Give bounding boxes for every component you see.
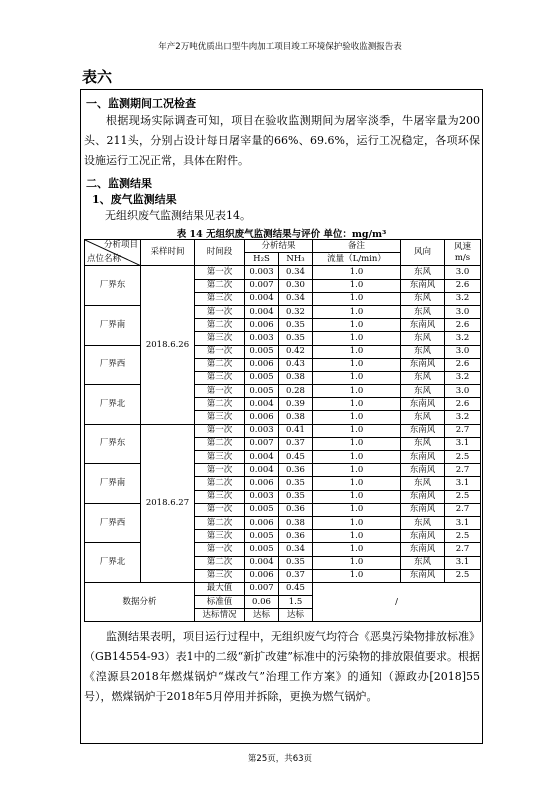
analysis-stat-label: 达标情况 [195, 609, 245, 622]
wind-direction-cell: 东风 [401, 556, 445, 569]
wind-speed-cell: 2.7 [445, 424, 481, 437]
h2s-cell: 0.006 [245, 319, 279, 332]
flow-cell: 1.0 [313, 319, 401, 332]
wind-direction-cell: 东风 [401, 385, 445, 398]
h2s-cell: 0.005 [245, 345, 279, 358]
wind-direction-cell: 东风 [401, 437, 445, 450]
flow-cell: 1.0 [313, 332, 401, 345]
table-caption: 表 14 无组织废气监测结果与评价 单位：mg/m³ [176, 229, 387, 240]
h2s-cell: 0.006 [245, 477, 279, 490]
heading-exhaust-results: 1、废气监测结果 [92, 193, 177, 206]
analysis-row [85, 582, 481, 595]
wind-direction-cell: 东南风 [401, 490, 445, 503]
h2s-cell: 0.004 [245, 556, 279, 569]
wind-speed-cell: 3.2 [445, 332, 481, 345]
point-name-cell: 厂界南 [85, 305, 141, 345]
wind-speed-cell: 2.5 [445, 490, 481, 503]
period-cell: 第一次 [195, 543, 245, 556]
header-remark: 备注 [313, 240, 401, 253]
header-point-name: 点位名称 [87, 254, 122, 265]
flow-cell: 1.0 [313, 556, 401, 569]
wind-direction-cell: 东南风 [401, 543, 445, 556]
period-cell: 第一次 [195, 305, 245, 318]
flow-cell: 1.0 [313, 477, 401, 490]
nh3-cell: 0.38 [279, 516, 313, 529]
analysis-nh3: 达标 [279, 609, 313, 622]
flow-cell: 1.0 [313, 490, 401, 503]
flow-cell: 1.0 [313, 437, 401, 450]
header-wind-speed [445, 240, 481, 266]
h2s-cell: 0.006 [245, 569, 279, 582]
nh3-cell: 0.28 [279, 385, 313, 398]
flow-cell: 1.0 [313, 451, 401, 464]
flow-cell: 1.0 [313, 424, 401, 437]
h2s-cell: 0.004 [245, 292, 279, 305]
analysis-nh3: 0.45 [279, 582, 313, 595]
nh3-cell: 0.41 [279, 424, 313, 437]
flow-cell: 1.0 [313, 411, 401, 424]
page-footer: 第25页，共63页 [247, 754, 313, 764]
header-period: 时间段 [195, 240, 245, 266]
wind-speed-cell: 3.1 [445, 556, 481, 569]
period-cell: 第二次 [195, 477, 245, 490]
nh3-cell: 0.37 [279, 437, 313, 450]
nh3-cell: 0.45 [279, 451, 313, 464]
flow-cell: 1.0 [313, 503, 401, 516]
heading-condition-check: 一、监测期间工况检查 [86, 97, 196, 110]
table-row [85, 424, 481, 437]
wind-direction-cell: 东风 [401, 516, 445, 529]
nh3-cell: 0.36 [279, 464, 313, 477]
flow-cell: 1.0 [313, 385, 401, 398]
h2s-cell: 0.007 [245, 279, 279, 292]
nh3-cell: 0.37 [279, 569, 313, 582]
wind-speed-cell: 2.7 [445, 464, 481, 477]
h2s-cell: 0.004 [245, 305, 279, 318]
period-cell: 第三次 [195, 490, 245, 503]
header-h2s: H₂S [245, 253, 279, 266]
wind-direction-cell: 东南风 [401, 319, 445, 332]
header-analysis-results: 分析结果 [245, 240, 313, 253]
h2s-cell: 0.006 [245, 411, 279, 424]
period-cell: 第二次 [195, 556, 245, 569]
point-name-cell: 厂界东 [85, 266, 141, 306]
header-analysis-item: 分析项目 [103, 240, 138, 250]
point-name-cell: 厂界北 [85, 543, 141, 583]
analysis-h2s: 达标 [245, 609, 279, 622]
period-cell: 第一次 [195, 424, 245, 437]
period-cell: 第一次 [195, 266, 245, 279]
sampling-date-cell: 2018.6.26 [141, 266, 195, 424]
nh3-cell: 0.38 [279, 371, 313, 384]
header-sampling-time: 采样时间 [141, 240, 195, 266]
h2s-cell: 0.005 [245, 530, 279, 543]
condition-paragraph: 根据现场实际调查可知，项目在验收监测期间为屠宰淡季，牛屠宰量为200头、211头，分别占设计每日屠宰量的66%、69.6%，运行工况稳定，各项环保设施运行工况正常，具体在附件。 [84, 114, 480, 167]
period-cell: 第三次 [195, 371, 245, 384]
nh3-cell: 0.35 [279, 319, 313, 332]
period-cell: 第三次 [195, 411, 245, 424]
period-cell: 第三次 [195, 332, 245, 345]
wind-direction-cell: 东南风 [401, 451, 445, 464]
header-flow: 流量（L/min） [313, 253, 401, 266]
nh3-cell: 0.35 [279, 556, 313, 569]
point-name-cell: 厂界西 [85, 503, 141, 543]
nh3-cell: 0.30 [279, 279, 313, 292]
nh3-cell: 0.34 [279, 543, 313, 556]
wind-direction-cell: 东南风 [401, 279, 445, 292]
nh3-cell: 0.43 [279, 358, 313, 371]
flow-cell: 1.0 [313, 530, 401, 543]
flow-cell: 1.0 [313, 345, 401, 358]
exhaust-results-table [84, 239, 481, 622]
h2s-cell: 0.003 [245, 490, 279, 503]
nh3-cell: 0.34 [279, 266, 313, 279]
h2s-cell: 0.003 [245, 332, 279, 345]
wind-speed-cell: 3.2 [445, 292, 481, 305]
h2s-cell: 0.007 [245, 437, 279, 450]
analysis-stat-label: 最大值 [195, 582, 245, 595]
sampling-date-cell: 2018.6.27 [141, 424, 195, 582]
wind-direction-cell: 东风 [401, 305, 445, 318]
wind-speed-cell: 3.1 [445, 516, 481, 529]
period-cell: 第二次 [195, 319, 245, 332]
flow-cell: 1.0 [313, 569, 401, 582]
point-name-cell: 厂界东 [85, 424, 141, 464]
nh3-cell: 0.34 [279, 292, 313, 305]
h2s-cell: 0.003 [245, 266, 279, 279]
wind-speed-cell: 2.7 [445, 543, 481, 556]
wind-speed-cell: 3.0 [445, 385, 481, 398]
wind-speed-cell: 2.7 [445, 503, 481, 516]
nh3-cell: 0.35 [279, 477, 313, 490]
wind-speed-cell: 3.2 [445, 371, 481, 384]
flow-cell: 1.0 [313, 358, 401, 371]
flow-cell: 1.0 [313, 279, 401, 292]
flow-cell: 1.0 [313, 516, 401, 529]
analysis-slash-cell: / [313, 582, 481, 622]
wind-direction-cell: 东风 [401, 345, 445, 358]
period-cell: 第一次 [195, 503, 245, 516]
wind-direction-cell: 东风 [401, 477, 445, 490]
wind-direction-cell: 东南风 [401, 358, 445, 371]
flow-cell: 1.0 [313, 398, 401, 411]
wind-speed-cell: 3.1 [445, 437, 481, 450]
wind-speed-cell: 2.6 [445, 398, 481, 411]
header-wind-speed-label: 风速 [454, 241, 472, 252]
wind-speed-cell: 3.0 [445, 305, 481, 318]
wind-speed-cell: 3.2 [445, 411, 481, 424]
wind-direction-cell: 东南风 [401, 569, 445, 582]
period-cell: 第二次 [195, 516, 245, 529]
h2s-cell: 0.005 [245, 503, 279, 516]
period-cell: 第一次 [195, 345, 245, 358]
point-name-cell: 厂界西 [85, 345, 141, 385]
wind-speed-cell: 2.6 [445, 358, 481, 371]
nh3-cell: 0.35 [279, 332, 313, 345]
wind-direction-cell: 东南风 [401, 503, 445, 516]
flow-cell: 1.0 [313, 371, 401, 384]
analysis-h2s: 0.007 [245, 582, 279, 595]
h2s-cell: 0.005 [245, 543, 279, 556]
table-body [85, 266, 481, 622]
h2s-cell: 0.004 [245, 398, 279, 411]
analysis-stat-label: 标准值 [195, 596, 245, 609]
wind-direction-cell: 东风 [401, 371, 445, 384]
wind-direction-cell: 东南风 [401, 464, 445, 477]
analysis-h2s: 0.06 [245, 596, 279, 609]
nh3-cell: 0.39 [279, 398, 313, 411]
period-cell: 第三次 [195, 530, 245, 543]
period-cell: 第三次 [195, 292, 245, 305]
wind-direction-cell: 东南风 [401, 398, 445, 411]
wind-speed-cell: 2.5 [445, 451, 481, 464]
wind-speed-cell: 2.5 [445, 530, 481, 543]
flow-cell: 1.0 [313, 464, 401, 477]
point-name-cell: 厂界南 [85, 464, 141, 504]
heading-monitoring-results: 二、监测结果 [86, 177, 152, 190]
nh3-cell: 0.35 [279, 490, 313, 503]
table-row [85, 266, 481, 279]
header-diagonal-cell [85, 240, 141, 266]
point-name-cell: 厂界北 [85, 385, 141, 425]
h2s-cell: 0.003 [245, 424, 279, 437]
period-cell: 第二次 [195, 437, 245, 450]
table-intro: 无组织废气监测结果见表14。 [105, 209, 251, 222]
wind-speed-cell: 2.6 [445, 319, 481, 332]
flow-cell: 1.0 [313, 266, 401, 279]
nh3-cell: 0.36 [279, 503, 313, 516]
flow-cell: 1.0 [313, 543, 401, 556]
wind-speed-cell: 3.0 [445, 266, 481, 279]
period-cell: 第二次 [195, 279, 245, 292]
period-cell: 第二次 [195, 358, 245, 371]
flow-cell: 1.0 [313, 292, 401, 305]
wind-direction-cell: 东风 [401, 332, 445, 345]
h2s-cell: 0.006 [245, 516, 279, 529]
h2s-cell: 0.005 [245, 371, 279, 384]
nh3-cell: 0.32 [279, 305, 313, 318]
wind-direction-cell: 东风 [401, 411, 445, 424]
analysis-label-cell: 数据分析 [85, 582, 195, 622]
page-header: 年产2万吨优质出口型牛肉加工项目竣工环境保护验收监测报告表 [158, 42, 402, 52]
wind-direction-cell: 东南风 [401, 530, 445, 543]
section-title: 表六 [82, 68, 113, 86]
h2s-cell: 0.006 [245, 358, 279, 371]
period-cell: 第三次 [195, 569, 245, 582]
wind-speed-cell: 3.1 [445, 477, 481, 490]
header-wind-direction: 风向 [401, 240, 445, 266]
h2s-cell: 0.004 [245, 464, 279, 477]
flow-cell: 1.0 [313, 305, 401, 318]
period-cell: 第一次 [195, 464, 245, 477]
conclusion-paragraph: 监测结果表明，项目运行过程中，无组织废气均符合《恶臭污染物排放标准》（GB14554-93）表1中的二级“新扩改建”标准中的污染物的排放限值要求。根据《湟源县2018年燃煤锅炉“煤改气”治理工作方案》的通知（源政办[2018]55号），燃煤锅炉于2018年5月停用并拆除，更换为燃气锅炉。 [84, 630, 480, 703]
h2s-cell: 0.004 [245, 451, 279, 464]
wind-speed-cell: 2.5 [445, 569, 481, 582]
nh3-cell: 0.38 [279, 411, 313, 424]
nh3-cell: 0.36 [279, 530, 313, 543]
wind-speed-cell: 3.0 [445, 345, 481, 358]
wind-direction-cell: 东南风 [401, 424, 445, 437]
header-wind-speed-unit: m/s [454, 252, 471, 263]
period-cell: 第二次 [195, 398, 245, 411]
nh3-cell: 0.42 [279, 345, 313, 358]
wind-direction-cell: 东风 [401, 292, 445, 305]
period-cell: 第一次 [195, 385, 245, 398]
analysis-nh3: 1.5 [279, 596, 313, 609]
h2s-cell: 0.005 [245, 385, 279, 398]
header-nh3: NH₃ [279, 253, 313, 266]
wind-speed-cell: 2.6 [445, 279, 481, 292]
period-cell: 第三次 [195, 451, 245, 464]
wind-direction-cell: 东风 [401, 266, 445, 279]
